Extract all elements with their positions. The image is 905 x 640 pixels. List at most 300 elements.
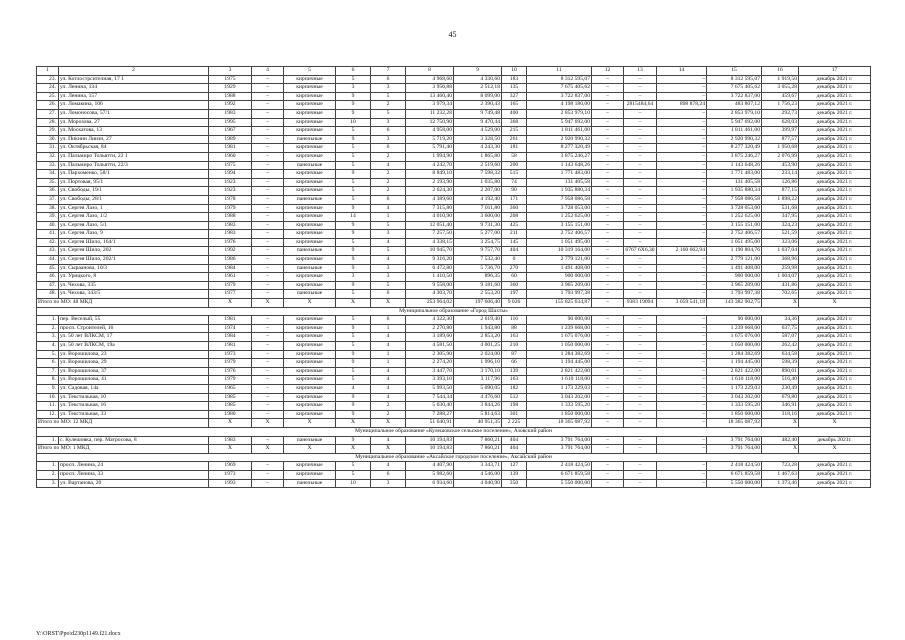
table-cell: 1975 (209, 75, 252, 84)
table-cell: 3 043 202,00 (707, 393, 762, 402)
table-cell: 5 (336, 144, 371, 153)
address-cell: ул. Сергея Лазо, 9 (59, 230, 209, 239)
table-row (37, 247, 871, 256)
address-cell: ул. Пальмиро Тольятти, 22/3 (59, 161, 209, 170)
table-cell: панельные (284, 247, 336, 256)
table-cell: 10 (336, 118, 371, 127)
address-cell: просп. Ленина, 33 (59, 470, 209, 479)
table-cell: 4 (371, 238, 406, 247)
column-number: 3 (209, 67, 252, 76)
table-row (37, 187, 871, 196)
table-cell: 42. (37, 238, 59, 247)
table-cell: 5 (336, 127, 371, 136)
table-cell: 1 190 804,76 (707, 247, 762, 256)
table-cell: 35. (37, 178, 59, 187)
table-cell: 1923 (209, 187, 252, 196)
table-cell: – (252, 230, 284, 239)
total-cell: – (657, 419, 707, 428)
table-cell: 10 (336, 479, 371, 488)
address-cell: ул. Пальмиро Тольятти, 22 1 (59, 152, 209, 161)
table-cell: 1 994,90 (406, 152, 454, 161)
table-cell: – (252, 75, 284, 84)
total-cell: 155 825 634,87 (527, 299, 592, 308)
table-cell: 12 750,90 (406, 118, 454, 127)
total-cell: X (209, 419, 252, 428)
table-cell: – (592, 264, 624, 273)
column-number: 14 (657, 67, 707, 76)
table-cell: 1 173 229,03 (527, 384, 592, 393)
table-cell: 34. (37, 170, 59, 179)
table-cell: – (592, 281, 624, 290)
table-cell: 1 050 000,00 (707, 342, 762, 351)
housing-table (36, 66, 871, 488)
table-cell: декабрь 2021 г. (799, 376, 871, 385)
address-cell: ул. Сергея Лазо, 5/1 (59, 221, 209, 230)
table-cell: – (592, 376, 624, 385)
table-cell: 36. (37, 187, 59, 196)
table-cell: 5 719,20 (406, 135, 454, 144)
table-cell: 7. (37, 367, 59, 376)
column-number: 2 (59, 67, 209, 76)
table-cell: 3 343,71 (454, 462, 502, 471)
table-cell: – (592, 247, 624, 256)
table-cell: 1981 (209, 144, 252, 153)
table-cell: 262,42 (762, 342, 799, 351)
table-cell: 5 (371, 281, 406, 290)
table-cell: кирпичные (284, 178, 336, 187)
address-cell: ул. Вартанова, 20 (59, 479, 209, 488)
table-cell: – (657, 135, 707, 144)
table-cell: панельные (284, 436, 336, 445)
table-cell: – (657, 109, 707, 118)
table-cell: – (624, 324, 657, 333)
table-cell: 28. (37, 118, 59, 127)
address-cell: ул. Ломоносова, 57/1 (59, 109, 209, 118)
table-cell: 1 811 461,00 (707, 127, 762, 136)
table-cell: 1 491 408,00 (527, 264, 592, 273)
table-cell: кирпичные (284, 359, 336, 368)
table-cell: – (624, 161, 657, 170)
table-cell: – (592, 316, 624, 325)
table-cell: 4 (371, 161, 406, 170)
table-cell: 43. (37, 247, 59, 256)
table-cell: 9 (336, 170, 371, 179)
table-cell: 4 (371, 333, 406, 342)
table-cell: 9 (336, 264, 371, 273)
total-cell: X (252, 299, 284, 308)
table-row (37, 195, 871, 204)
address-cell: ул. Котлострсителная, 17 1 (59, 75, 209, 84)
table-cell: 1 284 382,69 (707, 350, 762, 359)
table-cell: – (252, 290, 284, 299)
table-cell: 7 532,40 (454, 256, 502, 265)
table-row (37, 470, 871, 479)
address-cell: ул. Чехова, 343/5 (59, 290, 209, 299)
column-number: 16 (762, 67, 799, 76)
table-cell: 1969 (209, 462, 252, 471)
address-cell: ул. Чехова, 335 (59, 281, 209, 290)
total-cell: X (371, 419, 406, 428)
table-cell: – (592, 290, 624, 299)
table-cell: 1973 (209, 470, 252, 479)
table-cell: – (592, 324, 624, 333)
table-cell: – (252, 333, 284, 342)
table-cell: – (252, 204, 284, 213)
table-cell: 679,80 (762, 393, 799, 402)
table-cell: 634,58 (762, 350, 799, 359)
table-cell: 3 189,60 (406, 333, 454, 342)
table-cell: 4 (371, 256, 406, 265)
table-cell: 7 315,80 (406, 204, 454, 213)
table-cell: 44. (37, 256, 59, 265)
table-cell: – (252, 109, 284, 118)
table-cell: – (252, 350, 284, 359)
table-cell: – (624, 342, 657, 351)
total-cell: X (799, 445, 871, 454)
table-cell: 3 965 209,00 (527, 281, 592, 290)
table-cell: 1 793 997,38 (707, 290, 762, 299)
table-cell: кирпичные (284, 281, 336, 290)
table-cell: 1 284 382,69 (527, 350, 592, 359)
table-cell: – (252, 264, 284, 273)
table-cell: – (252, 376, 284, 385)
table-cell: – (657, 84, 707, 93)
table-cell: декабрь 2021 г. (799, 213, 871, 222)
table-cell: 4 (371, 342, 406, 351)
table-cell: 1 950,68 (762, 144, 799, 153)
table-cell: 10 194,83 (406, 436, 454, 445)
table-cell: 1. (37, 436, 59, 445)
table-cell: 9 (336, 350, 371, 359)
table-cell: кирпичные (284, 84, 336, 93)
table-cell: 163 (502, 376, 527, 385)
table-cell: 1 467,63 (762, 470, 799, 479)
address-cell: ул. Урицкого, 8 (59, 273, 209, 282)
table-cell: 5 (336, 238, 371, 247)
table-cell: – (624, 393, 657, 402)
table-cell: 6 671 859,58 (707, 470, 762, 479)
table-cell: – (252, 170, 284, 179)
table-cell: 2 853 979,10 (707, 109, 762, 118)
table-cell: 1 865,80 (454, 152, 502, 161)
table-cell: 4 476,60 (454, 393, 502, 402)
table-cell: декабрь 2021 г. (799, 144, 871, 153)
table-cell: 45. (37, 264, 59, 273)
table-cell: 1 898,22 (762, 195, 799, 204)
table-row (37, 359, 871, 368)
table-cell: – (252, 118, 284, 127)
table-cell: – (252, 316, 284, 325)
table-cell: – (592, 213, 624, 222)
table-cell: – (252, 273, 284, 282)
table-cell: 131 405,58 (707, 178, 762, 187)
table-cell: декабрь 2021 г. (799, 170, 871, 179)
table-cell: – (252, 410, 284, 419)
table-cell: 3 600,00 (454, 213, 502, 222)
table-row (37, 256, 871, 265)
table-cell: декабрь 2021 г. (799, 384, 871, 393)
table-cell: – (657, 436, 707, 445)
total-cell: X (762, 445, 799, 454)
table-cell: 2 853,20 (454, 333, 502, 342)
table-cell: декабрь 2021 г. (799, 256, 871, 265)
table-cell: 6 (371, 316, 406, 325)
table-cell: кирпичные (284, 376, 336, 385)
table-cell: 896,35 (454, 273, 502, 282)
table-cell: 2 752 406,57 (527, 230, 592, 239)
table-cell: 1985 (209, 402, 252, 411)
table-cell: 723,28 (762, 462, 799, 471)
table-cell: – (657, 75, 707, 84)
table-cell: – (592, 256, 624, 265)
table-cell: – (592, 462, 624, 471)
table-cell: – (252, 92, 284, 101)
table-cell: кирпичные (284, 462, 336, 471)
table-cell: 4 (371, 376, 406, 385)
table-cell: 3 (371, 479, 406, 488)
table-cell: 2 (371, 402, 406, 411)
table-cell: – (592, 204, 624, 213)
table-cell: 2 512,18 (454, 84, 502, 93)
table-cell: – (252, 101, 284, 110)
table-cell: – (252, 152, 284, 161)
table-cell: – (592, 127, 624, 136)
table-cell: 2 752 406,57 (707, 230, 762, 239)
table-row (37, 75, 871, 84)
table-cell: 2 624,30 (406, 187, 454, 196)
table-cell: 4 (371, 367, 406, 376)
table-cell: – (657, 290, 707, 299)
table-cell: панельные (284, 479, 336, 488)
table-cell: – (657, 470, 707, 479)
table-cell: 2 (371, 187, 406, 196)
table-cell: – (252, 342, 284, 351)
table-cell: 5. (37, 350, 59, 359)
table-cell: 324,23 (762, 221, 799, 230)
table-cell: 1 194 445,00 (527, 359, 592, 368)
table-cell: 3 965 209,00 (707, 281, 762, 290)
table-cell: декабрь 2021 г. (799, 316, 871, 325)
table-cell: декабрь 2021 г. (799, 101, 871, 110)
table-cell: 29. (37, 127, 59, 136)
table-cell: 4 (371, 393, 406, 402)
table-cell: 4 407,90 (406, 462, 454, 471)
table-cell: 425 (502, 221, 527, 230)
table-cell: 25. (37, 92, 59, 101)
table-cell: – (657, 376, 707, 385)
table-cell: 198 (502, 402, 527, 411)
table-cell: 1979 (209, 376, 252, 385)
table-cell: 3 722 837,00 (707, 92, 762, 101)
table-cell: 3 (371, 230, 406, 239)
table-cell: 890,01 (762, 367, 799, 376)
total-cell: – (592, 419, 624, 428)
table-cell: 1 373,46 (762, 479, 799, 488)
table-cell: 9 470,44 (454, 118, 502, 127)
table-cell: – (624, 333, 657, 342)
table-cell: 2 418 424,50 (707, 462, 762, 471)
table-cell: 3 956,88 (406, 84, 454, 93)
table-cell: декабрь 2021 г. (799, 350, 871, 359)
table-cell: 9 (336, 109, 371, 118)
total-cell: – (624, 419, 657, 428)
table-cell: 1 037,04 (762, 247, 799, 256)
total-cell: X (252, 419, 284, 428)
column-number: 11 (527, 67, 592, 76)
table-cell: кирпичные (284, 342, 336, 351)
table-cell: – (657, 393, 707, 402)
table-cell: 1978 (209, 195, 252, 204)
table-cell: 1994 (209, 170, 252, 179)
table-cell: – (657, 402, 707, 411)
table-cell: кирпичные (284, 393, 336, 402)
table-cell: декабрь 2021 г. (799, 290, 871, 299)
total-cell: – (592, 445, 624, 454)
table-cell: 1 935 880,34 (527, 187, 592, 196)
table-cell: 459,67 (762, 92, 799, 101)
table-cell: 4 198 180,00 (527, 101, 592, 110)
table-cell: 1 756,23 (762, 101, 799, 110)
total-cell: X (336, 419, 371, 428)
table-cell: 4 338,15 (406, 238, 454, 247)
table-cell: 3 254,75 (454, 238, 502, 247)
table-cell: 2 193,90 (406, 178, 454, 187)
address-cell: ул. Ленина, 157 (59, 92, 209, 101)
total-cell: 3 791 764,00 (707, 445, 762, 454)
table-cell: 8 277 320,49 (527, 144, 592, 153)
table-cell: 898 878,24 (657, 101, 707, 110)
table-row (37, 204, 871, 213)
table-cell: 4 040,90 (454, 479, 502, 488)
section-title: Муниципальное образование «Кулешовское сельское поселение», Азовский район (37, 427, 871, 436)
table-cell: 9 316,20 (406, 256, 454, 265)
table-cell: 90 000,00 (527, 316, 592, 325)
address-cell: просп. Строителей, 16 (59, 324, 209, 333)
table-cell: – (657, 410, 707, 419)
section-title: Муниципальное образование «Город Шахты» (37, 307, 871, 316)
column-number: 6 (336, 67, 371, 76)
table-row (37, 367, 871, 376)
table-cell: кирпичные (284, 324, 336, 333)
table-cell: 5 947 692,00 (707, 118, 762, 127)
table-cell: – (657, 384, 707, 393)
table-cell: 323,06 (762, 238, 799, 247)
table-cell: 301 (502, 410, 527, 419)
total-cell: 7 860,21 (454, 445, 502, 454)
table-cell: – (592, 238, 624, 247)
table-cell: 1973 (209, 350, 252, 359)
total-label: Итого по МО: 12 МКД (37, 419, 209, 428)
table-cell: 1974 (209, 324, 252, 333)
table-cell: – (252, 256, 284, 265)
table-cell: – (252, 178, 284, 187)
table-cell: – (624, 144, 657, 153)
table-row (37, 393, 871, 402)
table-cell: – (592, 75, 624, 84)
table-cell: 368 (502, 118, 527, 127)
table-cell: кирпичные (284, 101, 336, 110)
table-cell: кирпичные (284, 402, 336, 411)
table-cell: 6 (371, 470, 406, 479)
table-cell: 3 728 053,00 (527, 204, 592, 213)
table-row (37, 135, 871, 144)
table-row (37, 84, 871, 93)
address-cell: ул. 50 лет ВЛКСМ, 17 (59, 333, 209, 342)
table-cell: 360 (502, 204, 527, 213)
table-cell: 14 (336, 213, 371, 222)
table-cell: 5 736,70 (454, 264, 502, 273)
table-cell: – (657, 187, 707, 196)
table-row (37, 281, 871, 290)
table-cell: 1 252 625,00 (707, 213, 762, 222)
table-cell: 1. (37, 316, 59, 325)
table-cell: – (252, 135, 284, 144)
table-cell: декабрь 2021 г. (799, 273, 871, 282)
table-cell: кирпичные (284, 230, 336, 239)
table-row (37, 127, 871, 136)
table-cell: 1992 (209, 101, 252, 110)
table-cell: – (252, 367, 284, 376)
table-cell: 5 550 000,00 (707, 479, 762, 488)
table-cell: 1 811 461,00 (527, 127, 592, 136)
table-cell: кирпичные (284, 221, 336, 230)
table-cell: – (252, 144, 284, 153)
table-cell: – (624, 462, 657, 471)
table-cell: 9 (336, 247, 371, 256)
table-cell: 46. (37, 273, 59, 282)
table-cell: 259,98 (762, 264, 799, 273)
table-cell: – (624, 135, 657, 144)
table-cell: 5 (371, 247, 406, 256)
table-cell: 4 001,25 (454, 342, 502, 351)
table-cell: 5 (336, 178, 371, 187)
table-cell: – (624, 152, 657, 161)
table-cell: 3 979,34 (406, 101, 454, 110)
table-cell: 1 239 668,00 (527, 324, 592, 333)
table-cell: – (592, 161, 624, 170)
table-cell: 7 257,50 (406, 230, 454, 239)
total-label: Итого по МО: 1 МКД (37, 445, 209, 454)
table-row (37, 92, 871, 101)
table-cell: декабрь 2021 г. (799, 84, 871, 93)
total-cell: 3 791 764,00 (527, 445, 592, 454)
table-cell: 4 (371, 204, 406, 213)
table-cell: 512 (502, 393, 527, 402)
table-cell: – (657, 152, 707, 161)
table-cell: 8 099,00 (454, 92, 502, 101)
address-cell: просп. Ленина, 24 (59, 462, 209, 471)
table-cell: кирпичные (284, 187, 336, 196)
table-cell: 31. (37, 144, 59, 153)
table-row (37, 264, 871, 273)
table-cell: 2 821 422,00 (527, 367, 592, 376)
table-cell: – (592, 178, 624, 187)
table-cell: декабрь 2021 г. (799, 247, 871, 256)
table-cell: 598,39 (762, 359, 799, 368)
table-cell: 9 (336, 204, 371, 213)
table-cell: 9 (336, 359, 371, 368)
table-cell: 4 968,60 (406, 75, 454, 84)
table-cell: 531,68 (762, 204, 799, 213)
table-cell: 1 050 000,00 (527, 342, 592, 351)
table-cell: 181 (502, 144, 527, 153)
table-cell: 1976 (209, 367, 252, 376)
table-cell: 9 (336, 402, 371, 411)
table-cell: 3 (336, 273, 371, 282)
table-cell: – (624, 410, 657, 419)
table-cell: 4 546,00 (454, 470, 502, 479)
table-cell: – (624, 221, 657, 230)
